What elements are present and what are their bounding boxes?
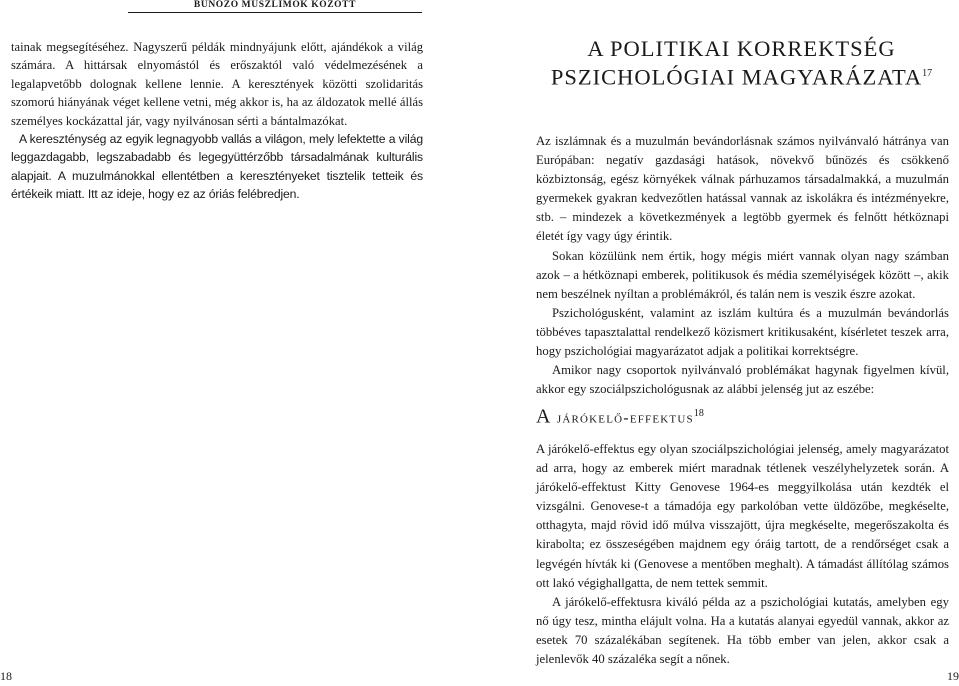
chapter-title <box>490 36 959 90</box>
chapter-title-line-1: A POLITIKAI KORREKTSÉG <box>587 36 896 61</box>
page-number-right: 19 <box>947 669 959 683</box>
intro-paragraph-3: Pszichológusként, valamint az iszlám kultúra és a muzulmán bevándorlás többéves tapasztalattal rendelkező közismert kritikusaként, kísérletet teszek arra, hogy pszichológiai magyarázatot adjak a politikai korrektségre. <box>536 305 949 359</box>
section-footnote-marker: 18 <box>693 408 704 419</box>
left-page <box>0 0 470 686</box>
page-number-left: 18 <box>0 669 12 683</box>
section-body-text <box>536 440 949 669</box>
section-paragraph-2: A járókelő-effektusra kiváló példa az a pszichológiai kutatás, amelyben egy nő úgy tesz, mintha elájult volna. Ha a kutatás alanyai egyedül vannak, akkor az esetek 70 százalékában segítenek. Ha több ember van jelen, akkor csak a jelenlevők 40 százaléka segít a nőnek. <box>536 594 949 667</box>
section-paragraph-1: A járókelő-effektus egy olyan szociálpszichológiai jelenség, amely magyarázatot ad arra, hogy az emberek miért maradnak tétlenek veszélyhelyzetek során. A járókelő-effektust Kitty Genovese 1964-es meggyilkolása után kezdték el vizsgálni. Genovese-t a támadója egy parkolóban vette üldözőbe, megkéselte, otthagyta, majd rövid idő múlva visszajött, újra megkéselte, megerőszakolta és kirabolta; ez összeségében majdnem egy óráig tartott, de a rendőrséget csak a legvégén hívták ki (Genovese a mentőben meghalt). A támadást állítólag számos ott lakó végighallgatta, de nem tettek semmit. <box>536 442 949 590</box>
intro-paragraph-2: Sokan közülünk nem értik, hogy mégis miért vannak olyan nagy számban azok – a hétköznapi emberek, politikusok és média személyiségek között –, akik nem beszélnek nyíltan a problémákról, és talán nem is veszik észre azokat. <box>536 248 949 301</box>
intro-body-text <box>536 132 949 399</box>
section-title-text: járókelő-effektus <box>551 409 694 427</box>
section-title <box>536 404 704 428</box>
left-body-text <box>11 38 423 204</box>
chapter-footnote-marker: 17 <box>922 68 933 79</box>
intro-paragraph-1: Az iszlámnak és a muzulmán bevándorlásnak számos nyilvánvaló hátránya van Európában: negatív gazdasági hatások, növekvő bűnözés és csökkenő közbiztonság, egész környékek válnak párhuzamos társadalmakká, a muzulmán gyermekek gyakran kedvezőtlen hatással vannak az iskolákra és intézményekre, stb. – mindezek a következmények a legtöbb gyermek és felnőtt hétköznapi életét így vagy úgy érintik. <box>536 134 949 244</box>
left-paragraph-2: A kereszténység az egyik legnagyobb vallás a világon, mely lefektette a világ leggazdagabb, legszabadabb és legegyüttérzőbb társadalmának kulturális alapjait. A muzulmánokkal ellentétben a keresztényeket tisztelik tetteik és értékeik miatt. Itt az ideje, hogy ez az óriás felébredjen. <box>11 132 423 202</box>
intro-paragraph-4: Amikor nagy csoportok nyilvánvaló problémákat hagynak figyelmen kívül, akkor egy szociálpszichológusnak az alábbi jelenség jut az eszébe: <box>536 363 949 397</box>
running-head: BŰNÖZŐ MUSZLIMOK KÖZÖTT <box>128 0 422 13</box>
chapter-title-line-2-text: PSZICHOLÓGIAI MAGYARÁZATA <box>550 64 923 90</box>
section-title-initial: A <box>536 405 552 428</box>
left-paragraph-1: tainak megsegítéséhez. Nagyszerű példák mindnyájunk előtt, ajándékok a világ számára. A hittársak elnyomástól és erőszaktól való védelmezésének a legalapvetőbb dolognak kellene lennie. A keresztények közötti szolidaritás szomorú hiányának véget kellene vetni, még akkor is, ha az áldozatok mellé állás személyes kockázattal jár, vagy nyilvánosan sérti a bántalmazókat. <box>11 40 423 128</box>
right-page <box>490 0 959 686</box>
chapter-title-line-2 <box>490 61 959 90</box>
